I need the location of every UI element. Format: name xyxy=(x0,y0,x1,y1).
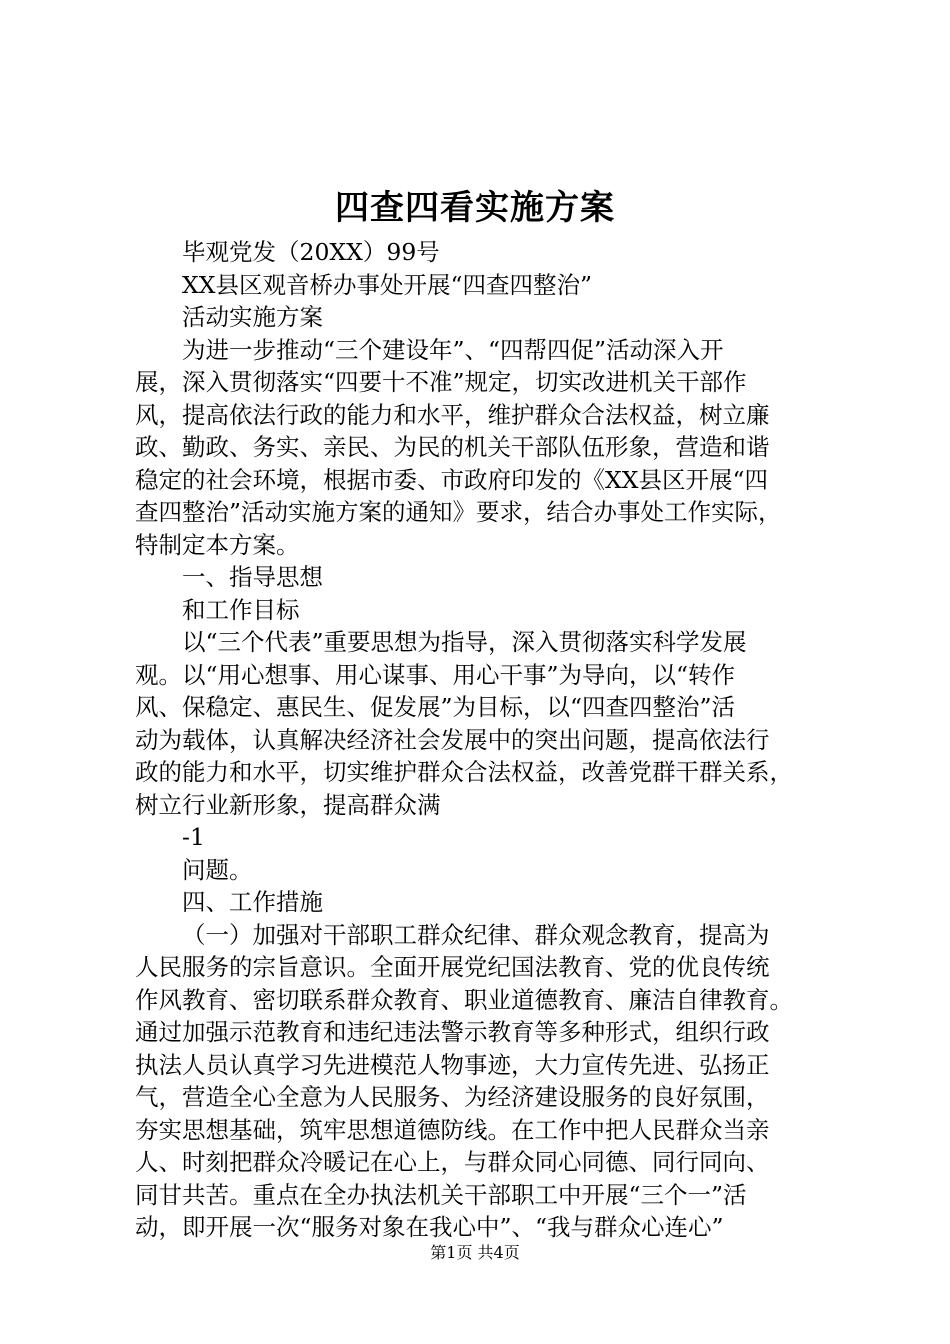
text-line: 为进一步推动“三个建设年”、“四帮四促”活动深入开 xyxy=(182,335,724,364)
text-line: 气，营造全心全意为人民服务、为经济建设服务的良好氛围， xyxy=(135,1083,770,1111)
doc-number: 毕观党发（20XX）99号 xyxy=(182,238,440,266)
text-line: 人民服务的宗旨意识。全面开展党纪国法教育、党的优良传统 xyxy=(135,953,770,981)
text-line: 稳定的社会环境，根据市委、市政府印发的《XX县区开展“四 xyxy=(135,465,768,494)
text-line: （一）加强对干部职工群众纪律、群众观念教育，提高为 xyxy=(182,920,770,949)
text-line: 观。以“用心想事、用心谋事、用心干事”为导向，以“转作 xyxy=(135,660,736,689)
text-line: 执法人员认真学习先进模范人物事迹，大力宣传先进、弘扬正 xyxy=(135,1050,770,1079)
text-line: 查四整治”活动实施方案的通知》要求，结合办事处工作实际， xyxy=(135,498,782,526)
text-fragment: 问题。 xyxy=(182,855,253,884)
text-line: 作风教育、密切联系群众教育、职业道德教育、廉洁自律教育。 xyxy=(135,985,793,1014)
text-line: 风，提高依法行政的能力和水平，维护群众合法权益，树立廉 xyxy=(135,400,770,429)
section-1-paragraph xyxy=(135,626,835,821)
section-1-heading: 一、指导思想 xyxy=(182,563,323,591)
text-line: 以“三个代表”重要思想为指导，深入贯彻落实科学发展 xyxy=(182,628,747,656)
section-1-heading-continued: 和工作目标 xyxy=(182,595,300,624)
subtitle-line-2: 活动实施方案 xyxy=(182,303,323,331)
section-4-heading: 四、工作措施 xyxy=(182,888,323,916)
text-line: 政、勤政、务实、亲民、为民的机关干部队伍形象，营造和谐 xyxy=(135,433,770,461)
text-line: 展，深入贯彻落实“四要十不准”规定，切实改进机关干部作 xyxy=(135,368,747,396)
page-footer: 第1页 共4页 xyxy=(430,1243,520,1262)
text-line: 动为载体，认真解决经济社会发展中的突出问题，提高依法行 xyxy=(135,725,770,754)
text-line: 特制定本方案。 xyxy=(135,530,300,559)
text-line: 动，即开展一次“服务对象在我心中”、“我与群众心连心” xyxy=(135,1213,724,1241)
text-line: 树立行业新形象，提高群众满 xyxy=(135,790,441,819)
text-line: 政的能力和水平，切实维护群众合法权益，改善党群干群关系， xyxy=(135,758,793,786)
page-marker: -1 xyxy=(182,823,205,851)
text-line: 人、时刻把群众冷暖记在心上，与群众同心同德、同行同向、 xyxy=(135,1148,770,1176)
text-line: 夯实思想基础，筑牢思想道德防线。在工作中把人民群众当亲 xyxy=(135,1115,770,1144)
document-title: 四查四看实施方案 xyxy=(335,188,615,228)
text-line: 同甘共苦。重点在全办执法机关干部职工中开展“三个一”活 xyxy=(135,1180,747,1209)
text-line: 风、保稳定、惠民生、促发展”为目标，以“四查四整治”活 xyxy=(135,693,736,721)
intro-paragraph xyxy=(135,334,835,562)
section-4-paragraph xyxy=(135,919,835,1244)
subtitle-line-1: XX县区观音桥办事处开展“四查四整治” xyxy=(182,270,592,299)
document-body xyxy=(135,236,835,1244)
text-line: 通过加强示范教育和违纪违法警示教育等多种形式，组织行政 xyxy=(135,1018,770,1046)
